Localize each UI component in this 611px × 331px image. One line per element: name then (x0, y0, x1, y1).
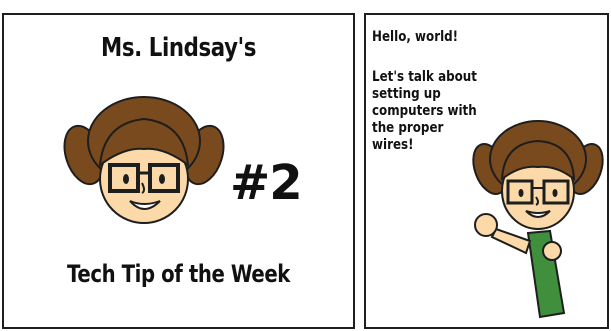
comic-title: Ms. Lindsay's (101, 33, 256, 63)
comic-subtitle: Tech Tip of the Week (67, 260, 290, 288)
waving-hand (475, 214, 497, 236)
comic-panel-speech (364, 13, 609, 329)
greeting-text: Hello, world! (372, 29, 459, 45)
teacher-face-illustration (64, 83, 224, 243)
speech-text: Let's talk about setting up computers with the proper wires! (372, 69, 477, 153)
teacher-waving-illustration (468, 113, 608, 323)
tip-number: #2 (230, 155, 302, 211)
comic-panel-title (2, 13, 355, 329)
